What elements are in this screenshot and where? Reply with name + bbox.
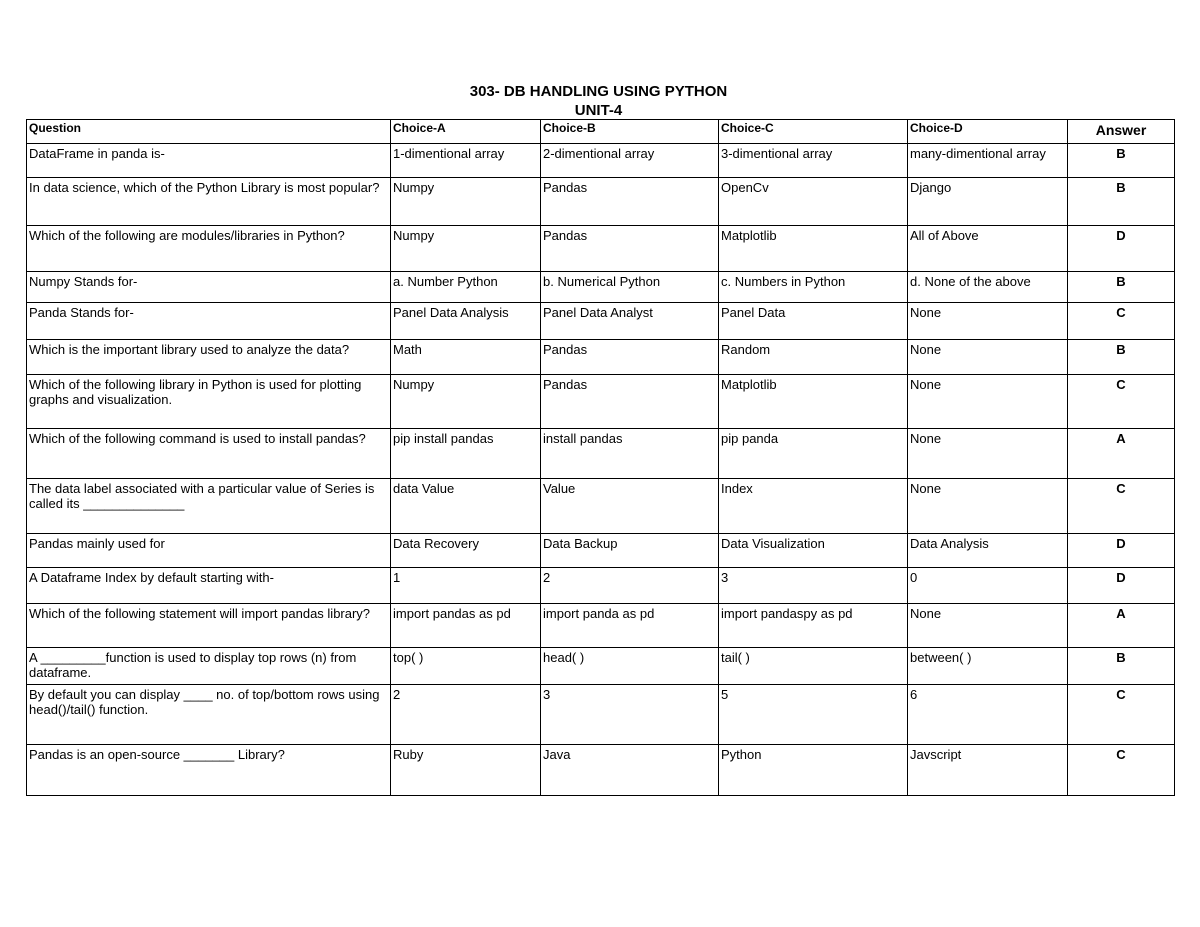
question-cell: Panda Stands for- [27,303,391,340]
question-cell: A _________function is used to display top rows (n) from dataframe. [27,648,391,685]
header-choice-d: Choice-D [908,120,1068,144]
choice-a-cell: 1 [391,568,541,604]
answer-cell: C [1068,745,1175,796]
answer-cell: B [1068,272,1175,303]
choice-b-cell: Pandas [541,375,719,429]
choice-d-cell: 6 [908,685,1068,745]
answer-cell: D [1068,226,1175,272]
table-row [27,648,1175,685]
header-choice-a: Choice-A [391,120,541,144]
choice-c-cell: 3 [719,568,908,604]
table-row [27,226,1175,272]
table-row [27,340,1175,375]
question-cell: Which of the following are modules/libraries in Python? [27,226,391,272]
choice-b-cell: Data Backup [541,534,719,568]
table-row [27,604,1175,648]
choice-c-cell: Matplotlib [719,226,908,272]
choice-d-cell: Django [908,178,1068,226]
choice-c-cell: OpenCv [719,178,908,226]
choice-a-cell: data Value [391,479,541,534]
question-cell: By default you can display ____ no. of top/bottom rows using head()/tail() function. [27,685,391,745]
document-subtitle: UNIT-4 [574,102,623,119]
choice-a-cell: Data Recovery [391,534,541,568]
question-cell: Numpy Stands for- [27,272,391,303]
choice-d-cell: Javscript [908,745,1068,796]
answer-cell: C [1068,303,1175,340]
table-row [27,429,1175,479]
answer-cell: C [1068,375,1175,429]
document-title: 303- DB HANDLING USING PYTHON [469,83,728,100]
choice-b-cell: 3 [541,685,719,745]
choice-c-cell: Python [719,745,908,796]
choice-d-cell: d. None of the above [908,272,1068,303]
question-cell: Pandas is an open-source _______ Library? [27,745,391,796]
choice-c-cell: Index [719,479,908,534]
choice-b-cell: b. Numerical Python [541,272,719,303]
question-cell: DataFrame in panda is- [27,144,391,178]
choice-d-cell: None [908,340,1068,375]
choice-a-cell: Ruby [391,745,541,796]
choice-a-cell: 2 [391,685,541,745]
choice-a-cell: 1-dimentional array [391,144,541,178]
choice-d-cell: between( ) [908,648,1068,685]
choice-d-cell: None [908,303,1068,340]
choice-d-cell: None [908,604,1068,648]
question-cell: The data label associated with a particular value of Series is called its ______________ [27,479,391,534]
choice-d-cell: None [908,479,1068,534]
choice-a-cell: pip install pandas [391,429,541,479]
choice-b-cell: Pandas [541,226,719,272]
choice-a-cell: Panel Data Analysis [391,303,541,340]
choice-b-cell: Pandas [541,340,719,375]
choice-d-cell: None [908,429,1068,479]
answer-cell: C [1068,479,1175,534]
choice-b-cell: Panel Data Analyst [541,303,719,340]
choice-c-cell: Panel Data [719,303,908,340]
answer-cell: B [1068,178,1175,226]
table-row [27,375,1175,429]
mcq-table [26,119,1175,796]
header-choice-b: Choice-B [541,120,719,144]
question-cell: Which is the important library used to analyze the data? [27,340,391,375]
choice-b-cell: install pandas [541,429,719,479]
choice-c-cell: c. Numbers in Python [719,272,908,303]
answer-cell: A [1068,429,1175,479]
choice-a-cell: Numpy [391,226,541,272]
answer-cell: A [1068,604,1175,648]
table-row [27,272,1175,303]
table-row [27,303,1175,340]
choice-a-cell: Numpy [391,375,541,429]
choice-a-cell: a. Number Python [391,272,541,303]
choice-b-cell: Pandas [541,178,719,226]
choice-c-cell: import pandaspy as pd [719,604,908,648]
answer-cell: D [1068,534,1175,568]
table-row [27,479,1175,534]
choice-d-cell: many-dimentional array [908,144,1068,178]
choice-b-cell: Java [541,745,719,796]
choice-c-cell: Matplotlib [719,375,908,429]
table-row [27,568,1175,604]
question-cell: Which of the following statement will import pandas library? [27,604,391,648]
choice-c-cell: Data Visualization [719,534,908,568]
table-row [27,178,1175,226]
answer-cell: B [1068,340,1175,375]
question-cell: Which of the following command is used to install pandas? [27,429,391,479]
table-header-row [27,120,1175,144]
answer-cell: B [1068,648,1175,685]
choice-d-cell: None [908,375,1068,429]
choice-b-cell: head( ) [541,648,719,685]
question-cell: In data science, which of the Python Library is most popular? [27,178,391,226]
choice-c-cell: 3-dimentional array [719,144,908,178]
choice-b-cell: 2-dimentional array [541,144,719,178]
choice-c-cell: 5 [719,685,908,745]
table-row [27,534,1175,568]
choice-d-cell: All of Above [908,226,1068,272]
choice-d-cell: Data Analysis [908,534,1068,568]
table-row [27,685,1175,745]
header-choice-c: Choice-C [719,120,908,144]
header-question: Question [27,120,391,144]
choice-c-cell: tail( ) [719,648,908,685]
question-cell: A Dataframe Index by default starting with- [27,568,391,604]
choice-d-cell: 0 [908,568,1068,604]
choice-c-cell: Random [719,340,908,375]
table-row [27,144,1175,178]
answer-cell: D [1068,568,1175,604]
question-cell: Which of the following library in Python is used for plotting graphs and visualization. [27,375,391,429]
choice-a-cell: Numpy [391,178,541,226]
answer-cell: C [1068,685,1175,745]
table-row [27,745,1175,796]
answer-cell: B [1068,144,1175,178]
choice-a-cell: top( ) [391,648,541,685]
choice-c-cell: pip panda [719,429,908,479]
choice-b-cell: 2 [541,568,719,604]
choice-b-cell: import panda as pd [541,604,719,648]
choice-a-cell: import pandas as pd [391,604,541,648]
header-answer: Answer [1068,120,1175,144]
question-cell: Pandas mainly used for [27,534,391,568]
choice-b-cell: Value [541,479,719,534]
choice-a-cell: Math [391,340,541,375]
